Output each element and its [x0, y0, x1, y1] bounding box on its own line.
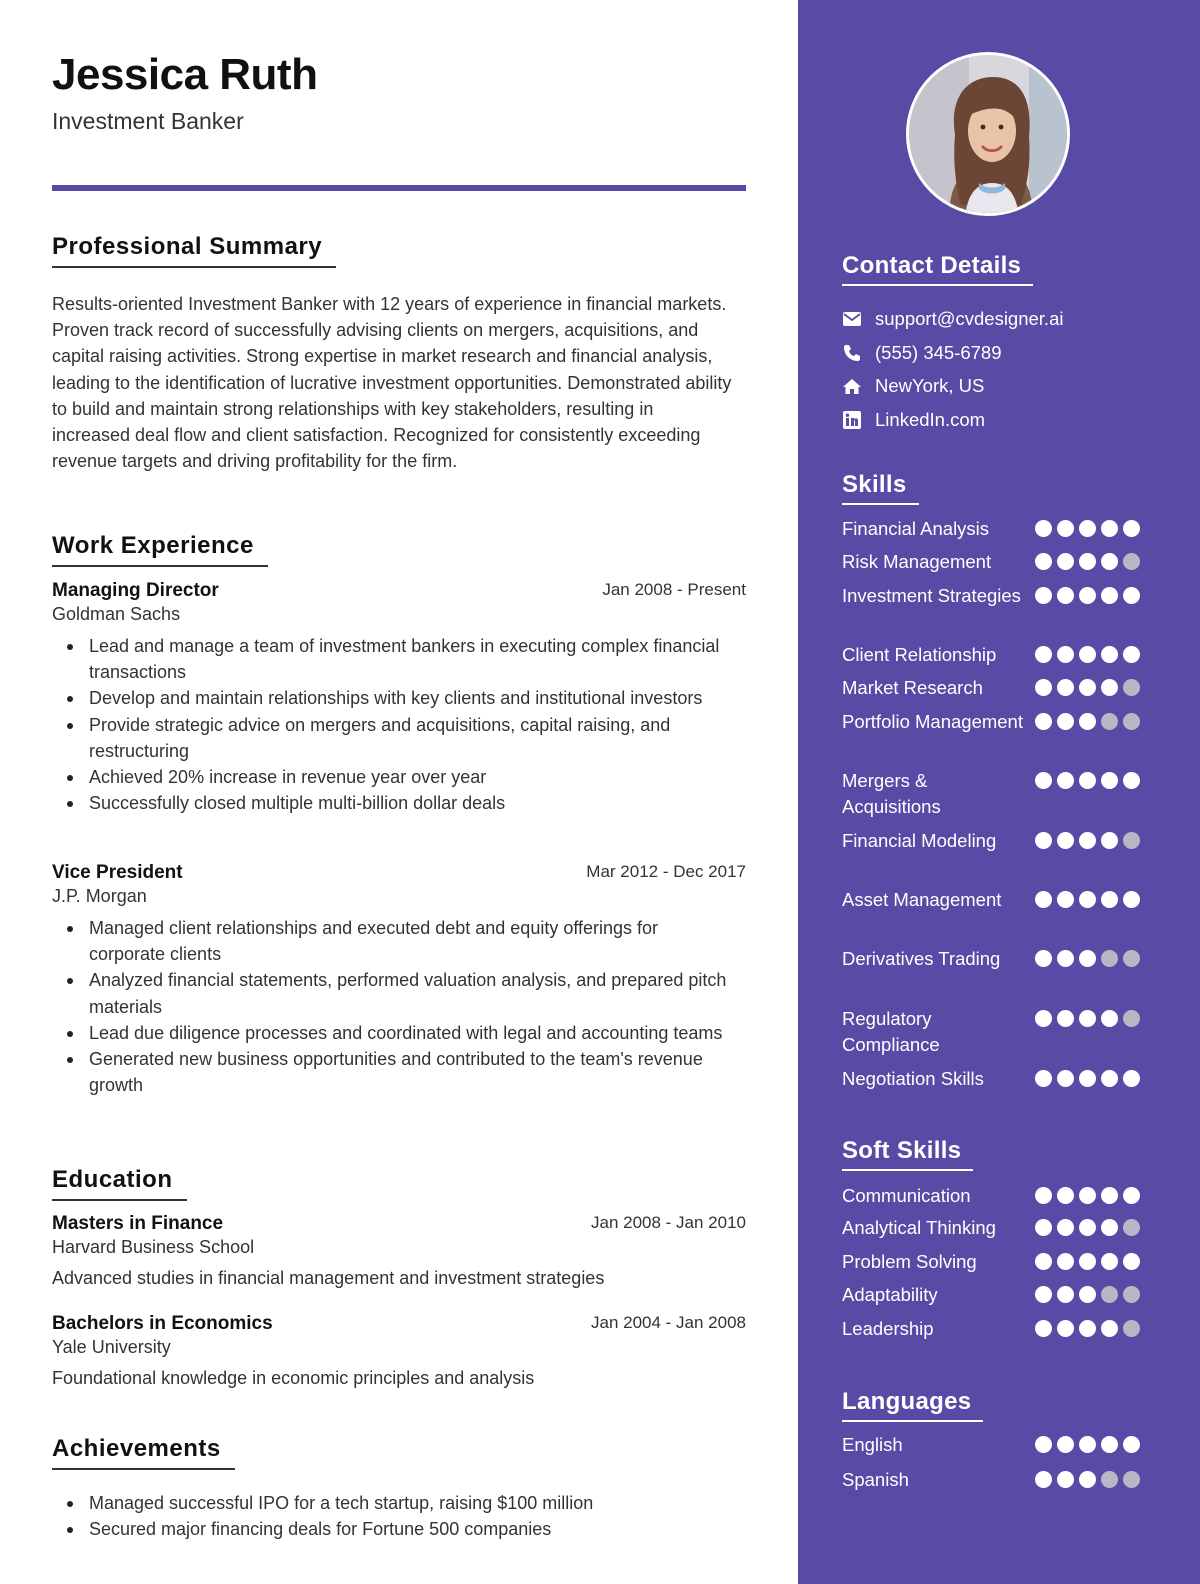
contact-heading: Contact Details	[842, 252, 1033, 286]
portrait-illustration	[909, 55, 1070, 216]
rating-dots	[1035, 1436, 1140, 1453]
rating-dots	[1035, 679, 1140, 696]
education-date: Jan 2004 - Jan 2008	[590, 1313, 746, 1332]
achievements-heading: Achievements	[52, 1435, 235, 1470]
rating-dot-filled	[1035, 772, 1052, 789]
rating-dot-filled	[1057, 553, 1074, 570]
rating-dots	[1035, 832, 1140, 849]
job-bullets	[52, 915, 746, 1098]
rating-dot-filled	[1035, 1187, 1052, 1204]
rating-dot-filled	[1101, 587, 1118, 604]
education-description: Advanced studies in financial management and investment strategies	[52, 1268, 605, 1288]
rating-dot-filled	[1101, 646, 1118, 663]
email-text: support@cvdesigner.ai	[875, 308, 1064, 329]
job-company: Goldman Sachs	[52, 604, 181, 624]
rating-dot-filled	[1123, 772, 1140, 789]
rating-dot-filled	[1035, 587, 1052, 604]
rating-dot-filled	[1057, 1010, 1074, 1027]
job-bullet: Generated new business opportunities and contributed to the team's revenue growth	[52, 1046, 732, 1098]
rating-dots	[1035, 1010, 1140, 1027]
skill-item	[842, 549, 1142, 575]
rating-dot-filled	[1079, 772, 1096, 789]
rating-dot-filled	[1079, 646, 1096, 663]
rating-dots	[1035, 950, 1140, 967]
soft-skill-item	[842, 1215, 1142, 1241]
candidate-title: Investment Banker	[52, 108, 244, 134]
rating-dot-empty	[1123, 1286, 1140, 1303]
soft-skill-item-name: Leadership	[842, 1318, 934, 1339]
job-role: Vice President	[52, 862, 183, 883]
skill-item-name: Client Relationship	[842, 644, 997, 665]
rating-dot-filled	[1057, 950, 1074, 967]
skill-item	[842, 1066, 1142, 1092]
school: Harvard Business School	[52, 1237, 255, 1257]
skill-item	[842, 768, 1142, 820]
rating-dot-filled	[1035, 1219, 1052, 1236]
job-entry	[52, 862, 746, 1098]
rating-dot-empty	[1123, 1010, 1140, 1027]
rating-dot-filled	[1101, 679, 1118, 696]
rating-dot-empty	[1123, 1471, 1140, 1488]
language-item-name: English	[842, 1434, 903, 1455]
language-item-name: Spanish	[842, 1469, 909, 1490]
skill-item	[842, 1006, 1142, 1058]
skills-heading: Skills	[842, 471, 919, 505]
rating-dot-filled	[1123, 1070, 1140, 1087]
rating-dot-filled	[1057, 1253, 1074, 1270]
skill-item-name: Financial Modeling	[842, 830, 997, 851]
skill-item-name: Derivatives Trading	[842, 948, 1001, 969]
job-bullet: Analyzed financial statements, performed valuation analysis, and prepared pitch materials	[52, 967, 732, 1019]
rating-dot-filled	[1123, 1253, 1140, 1270]
contact-linkedin[interactable]	[842, 408, 985, 432]
skill-item-name: Risk Management	[842, 551, 992, 572]
rating-dot-filled	[1079, 1219, 1096, 1236]
rating-dots	[1035, 1253, 1140, 1270]
rating-dot-filled	[1057, 1286, 1074, 1303]
soft-skill-item	[842, 1316, 1142, 1342]
rating-dot-filled	[1123, 587, 1140, 604]
skill-item	[842, 642, 1142, 668]
rating-dots	[1035, 520, 1140, 537]
school: Yale University	[52, 1337, 171, 1357]
rating-dots	[1035, 713, 1140, 730]
contact-location	[842, 374, 984, 398]
rating-dot-filled	[1057, 1320, 1074, 1337]
soft-skill-item	[842, 1249, 1142, 1275]
phone-icon	[842, 343, 862, 363]
rating-dots	[1035, 1286, 1140, 1303]
rating-dot-empty	[1101, 1471, 1118, 1488]
rating-dot-filled	[1035, 950, 1052, 967]
education-entry	[52, 1313, 746, 1389]
education-date: Jan 2008 - Jan 2010	[590, 1213, 746, 1232]
rating-dot-filled	[1035, 1010, 1052, 1027]
rating-dot-filled	[1079, 1286, 1096, 1303]
rating-dots	[1035, 1187, 1140, 1204]
rating-dot-filled	[1057, 891, 1074, 908]
rating-dot-filled	[1057, 587, 1074, 604]
summary-heading: Professional Summary	[52, 233, 336, 268]
skill-item-name: Asset Management	[842, 889, 1002, 910]
rating-dot-filled	[1057, 1436, 1074, 1453]
rating-dot-empty	[1123, 553, 1140, 570]
job-bullet: Achieved 20% increase in revenue year over year	[52, 764, 732, 790]
job-bullet: Successfully closed multiple multi-billion dollar deals	[52, 790, 732, 816]
rating-dot-filled	[1101, 832, 1118, 849]
rating-dot-empty	[1101, 950, 1118, 967]
rating-dot-filled	[1079, 520, 1096, 537]
achievements-list	[52, 1490, 732, 1542]
achievement-item: Managed successful IPO for a tech startup, raising $100 million	[52, 1490, 732, 1516]
rating-dots	[1035, 587, 1140, 604]
job-bullets	[52, 633, 746, 816]
skill-item-name: Investment Strategies	[842, 585, 1021, 606]
rating-dot-filled	[1101, 1070, 1118, 1087]
profile-photo	[906, 52, 1070, 216]
rating-dot-filled	[1035, 713, 1052, 730]
rating-dot-filled	[1123, 1436, 1140, 1453]
rating-dot-filled	[1035, 891, 1052, 908]
job-company: J.P. Morgan	[52, 886, 147, 906]
header-divider	[52, 185, 746, 191]
rating-dot-filled	[1035, 1436, 1052, 1453]
rating-dot-filled	[1057, 1471, 1074, 1488]
experience-heading: Work Experience	[52, 532, 268, 567]
languages-heading: Languages	[842, 1388, 983, 1422]
skill-item-name: Regulatory Compliance	[842, 1008, 940, 1055]
rating-dot-filled	[1035, 679, 1052, 696]
soft-skill-item	[842, 1183, 1142, 1209]
sidebar	[798, 0, 1200, 1584]
rating-dot-filled	[1057, 832, 1074, 849]
skill-item	[842, 675, 1142, 701]
rating-dot-filled	[1035, 832, 1052, 849]
rating-dot-filled	[1079, 1010, 1096, 1027]
rating-dots	[1035, 646, 1140, 663]
rating-dot-filled	[1057, 1187, 1074, 1204]
rating-dot-filled	[1123, 646, 1140, 663]
soft-skill-item-name: Analytical Thinking	[842, 1217, 996, 1238]
job-date: Mar 2012 - Dec 2017	[586, 862, 746, 881]
summary-text: Results-oriented Investment Banker with 12 years of experience in financial markets. Proven track record of successfully advising clients on mergers, acquisitions, and capital raising activities. Strong expertise in market research and financial analysis, leading to the identification of lucrative investment opportunities. Demonstrated ability to build and maintain strong relationships with key stakeholders, resulting in increased deal flow and client satisfaction. Recognized for consistently exceeding revenue targets and driving profitability for the firm.	[52, 294, 732, 472]
job-date: Jan 2008 - Present	[602, 580, 746, 599]
rating-dot-filled	[1079, 713, 1096, 730]
rating-dot-filled	[1035, 1320, 1052, 1337]
degree: Bachelors in Economics	[52, 1313, 273, 1334]
job-bullet: Managed client relationships and executed debt and equity offerings for corporate clients	[52, 915, 732, 967]
degree: Masters in Finance	[52, 1213, 224, 1234]
education-entry	[52, 1213, 746, 1289]
phone-text: (555) 345-6789	[875, 342, 1002, 363]
rating-dot-filled	[1079, 832, 1096, 849]
linkedin-icon	[842, 410, 862, 430]
soft-skill-item	[842, 1282, 1142, 1308]
soft-skill-item-name: Communication	[842, 1185, 971, 1206]
rating-dot-filled	[1123, 891, 1140, 908]
rating-dot-filled	[1035, 1253, 1052, 1270]
rating-dot-filled	[1057, 679, 1074, 696]
skill-item	[842, 709, 1142, 735]
linkedin-text: LinkedIn.com	[875, 409, 986, 430]
rating-dot-empty	[1123, 1320, 1140, 1337]
rating-dot-filled	[1079, 891, 1096, 908]
skill-item-name: Portfolio Management	[842, 711, 1023, 732]
rating-dot-filled	[1101, 520, 1118, 537]
rating-dot-filled	[1101, 553, 1118, 570]
rating-dot-filled	[1123, 520, 1140, 537]
rating-dot-filled	[1035, 1070, 1052, 1087]
rating-dots	[1035, 1070, 1140, 1087]
skill-item	[842, 828, 1142, 854]
contact-email[interactable]	[842, 307, 1063, 331]
job-bullet: Develop and maintain relationships with key clients and institutional investors	[52, 685, 732, 711]
rating-dot-filled	[1035, 553, 1052, 570]
rating-dot-filled	[1057, 713, 1074, 730]
rating-dot-filled	[1101, 1187, 1118, 1204]
rating-dot-filled	[1079, 1070, 1096, 1087]
job-entry	[52, 580, 746, 816]
rating-dots	[1035, 891, 1140, 908]
rating-dots	[1035, 553, 1140, 570]
job-bullet: Provide strategic advice on mergers and acquisitions, capital raising, and restructuring	[52, 712, 732, 764]
rating-dot-filled	[1079, 1253, 1096, 1270]
rating-dot-empty	[1123, 1219, 1140, 1236]
envelope-icon	[842, 309, 862, 329]
rating-dot-filled	[1079, 950, 1096, 967]
rating-dot-filled	[1057, 1219, 1074, 1236]
language-item	[842, 1432, 1142, 1458]
skill-item-name: Negotiation Skills	[842, 1068, 984, 1089]
rating-dots	[1035, 1320, 1140, 1337]
job-bullet: Lead due diligence processes and coordinated with legal and accounting teams	[52, 1020, 732, 1046]
rating-dot-filled	[1079, 1320, 1096, 1337]
job-role: Managing Director	[52, 580, 219, 601]
rating-dot-filled	[1079, 679, 1096, 696]
skill-item	[842, 887, 1142, 913]
rating-dot-filled	[1079, 587, 1096, 604]
education-description: Foundational knowledge in economic principles and analysis	[52, 1368, 535, 1388]
soft-skill-item-name: Problem Solving	[842, 1251, 977, 1272]
candidate-name: Jessica Ruth	[52, 50, 318, 99]
rating-dot-filled	[1101, 1219, 1118, 1236]
job-bullet: Lead and manage a team of investment bankers in executing complex financial transactions	[52, 633, 732, 685]
rating-dot-filled	[1101, 891, 1118, 908]
rating-dot-filled	[1101, 772, 1118, 789]
rating-dot-filled	[1101, 1436, 1118, 1453]
rating-dot-empty	[1123, 679, 1140, 696]
rating-dots	[1035, 1219, 1140, 1236]
home-icon	[842, 376, 862, 396]
skill-item-name: Mergers & Acquisitions	[842, 770, 941, 817]
education-heading: Education	[52, 1166, 187, 1201]
rating-dot-filled	[1079, 1436, 1096, 1453]
rating-dot-empty	[1123, 950, 1140, 967]
achievement-item: Secured major financing deals for Fortune 500 companies	[52, 1516, 732, 1542]
rating-dot-filled	[1057, 520, 1074, 537]
rating-dot-filled	[1035, 646, 1052, 663]
rating-dot-empty	[1101, 1286, 1118, 1303]
skill-item	[842, 516, 1142, 542]
contact-phone[interactable]	[842, 341, 1002, 365]
rating-dot-empty	[1123, 713, 1140, 730]
soft-skills-heading: Soft Skills	[842, 1137, 973, 1171]
rating-dot-filled	[1079, 1187, 1096, 1204]
skill-item-name: Financial Analysis	[842, 518, 990, 539]
rating-dot-filled	[1035, 520, 1052, 537]
rating-dot-filled	[1057, 772, 1074, 789]
rating-dot-empty	[1101, 713, 1118, 730]
rating-dot-filled	[1101, 1253, 1118, 1270]
language-item	[842, 1467, 1142, 1493]
skill-item-name: Market Research	[842, 677, 983, 698]
rating-dot-filled	[1079, 553, 1096, 570]
rating-dot-filled	[1079, 1471, 1096, 1488]
rating-dots	[1035, 1471, 1140, 1488]
rating-dot-filled	[1101, 1320, 1118, 1337]
rating-dots	[1035, 772, 1140, 789]
rating-dot-filled	[1101, 1010, 1118, 1027]
rating-dot-filled	[1035, 1286, 1052, 1303]
rating-dot-filled	[1035, 1471, 1052, 1488]
soft-skill-item-name: Adaptability	[842, 1284, 938, 1305]
rating-dot-filled	[1057, 646, 1074, 663]
location-text: NewYork, US	[875, 375, 985, 396]
skill-item	[842, 583, 1142, 609]
rating-dot-filled	[1057, 1070, 1074, 1087]
rating-dot-empty	[1123, 832, 1140, 849]
rating-dot-filled	[1123, 1187, 1140, 1204]
skill-item	[842, 946, 1142, 972]
